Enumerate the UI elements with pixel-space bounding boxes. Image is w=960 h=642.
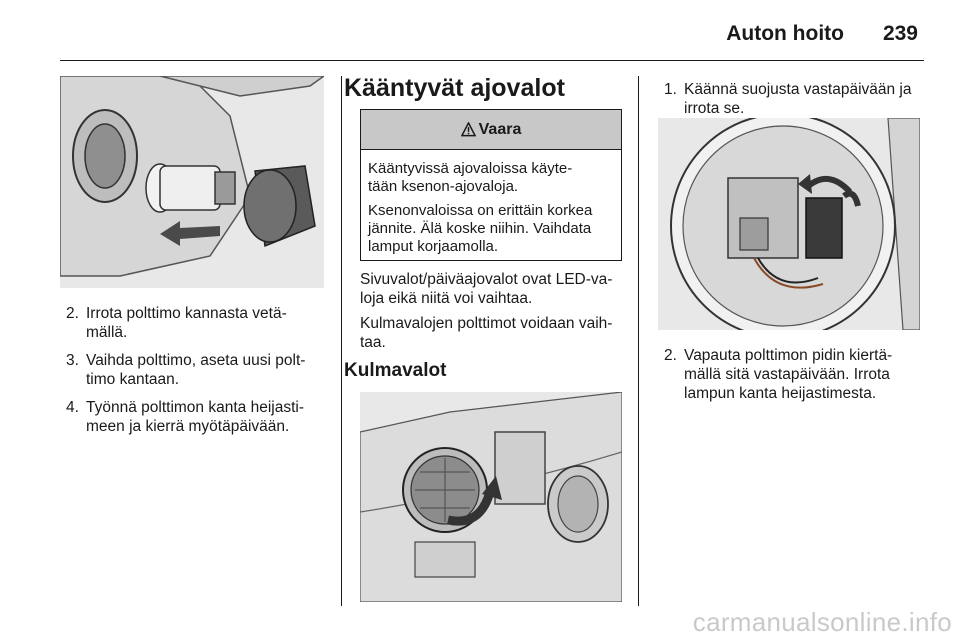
warning-text-line: Ksenonvaloissa on erittäin korkea	[368, 202, 593, 219]
paragraph-line: loja eikä niitä voi vaihtaa.	[360, 290, 533, 307]
warning-label: Vaara	[478, 120, 522, 138]
figure-cover-removal	[658, 118, 920, 330]
step-item	[60, 351, 330, 389]
left-steps-list	[60, 304, 330, 445]
step-text-line: mällä.	[86, 324, 128, 341]
step-item	[658, 80, 948, 118]
step-text-line: Työnnä polttimon kanta heijasti-	[86, 399, 304, 416]
paragraph-line: Kulmavalojen polttimot voidaan vaih-	[360, 315, 613, 332]
step-text-line: irrota se.	[684, 100, 745, 117]
warning-text-line: jännite. Älä koske niihin. Vaihdata	[368, 220, 592, 237]
step-text-line: Irrota polttimo kannasta vetä-	[86, 305, 287, 322]
figure-bulb-removal	[60, 76, 324, 288]
warning-box	[360, 109, 622, 261]
warning-text-line: lamput korjaamolla.	[368, 238, 499, 255]
step-number: 3.	[66, 352, 79, 369]
step-text-line: Vapauta polttimon pidin kiertä-	[684, 347, 893, 364]
right-steps-list-bottom	[658, 346, 948, 412]
step-text-line: meen ja kierrä myötäpäivään.	[86, 418, 290, 435]
step-text-line: mällä sitä vastapäivään. Irrota	[684, 366, 890, 383]
step-number: 2.	[66, 305, 79, 322]
warning-paragraph	[368, 202, 614, 256]
paragraph-line: Sivuvalot/päiväajovalot ovat LED-va-	[360, 271, 613, 288]
step-item	[658, 346, 948, 403]
warning-triangle-icon	[461, 122, 476, 137]
warning-header	[361, 110, 621, 150]
header-rule	[60, 60, 924, 61]
page-number: 239	[882, 22, 918, 45]
section-title: Kääntyvät ajovalot	[344, 74, 565, 102]
warning-text-line: Kääntyvissä ajovaloissa käyte-	[368, 160, 573, 177]
section-header-title: Auton hoito	[726, 22, 844, 45]
body-paragraph	[360, 270, 628, 308]
step-number: 4.	[66, 399, 79, 416]
warning-text-line: tään ksenon-ajovaloja.	[368, 178, 519, 195]
body-paragraph	[360, 314, 628, 352]
figure-cornering-light	[360, 392, 622, 602]
step-text-line: Käännä suojusta vastapäivään ja	[684, 81, 912, 98]
cornering-light-illustration	[360, 392, 622, 602]
warning-paragraph	[368, 160, 614, 196]
page-header	[60, 18, 924, 62]
bulb-removal-illustration	[60, 76, 324, 288]
subsection-title: Kulmavalot	[344, 360, 447, 381]
column-divider-1	[341, 76, 342, 606]
step-number: 1.	[664, 81, 677, 98]
cover-removal-illustration	[658, 118, 920, 330]
warning-body	[361, 150, 621, 256]
step-item	[60, 304, 330, 342]
step-item	[60, 398, 330, 436]
step-number: 2.	[664, 347, 677, 364]
column-divider-2	[638, 76, 639, 606]
step-text-line: lampun kanta heijastimesta.	[684, 385, 877, 402]
step-text-line: timo kantaan.	[86, 371, 180, 388]
paragraph-line: taa.	[360, 334, 386, 351]
step-text-line: Vaihda polttimo, aseta uusi polt-	[86, 352, 306, 369]
watermark: carmanualsonline.info	[692, 607, 952, 637]
